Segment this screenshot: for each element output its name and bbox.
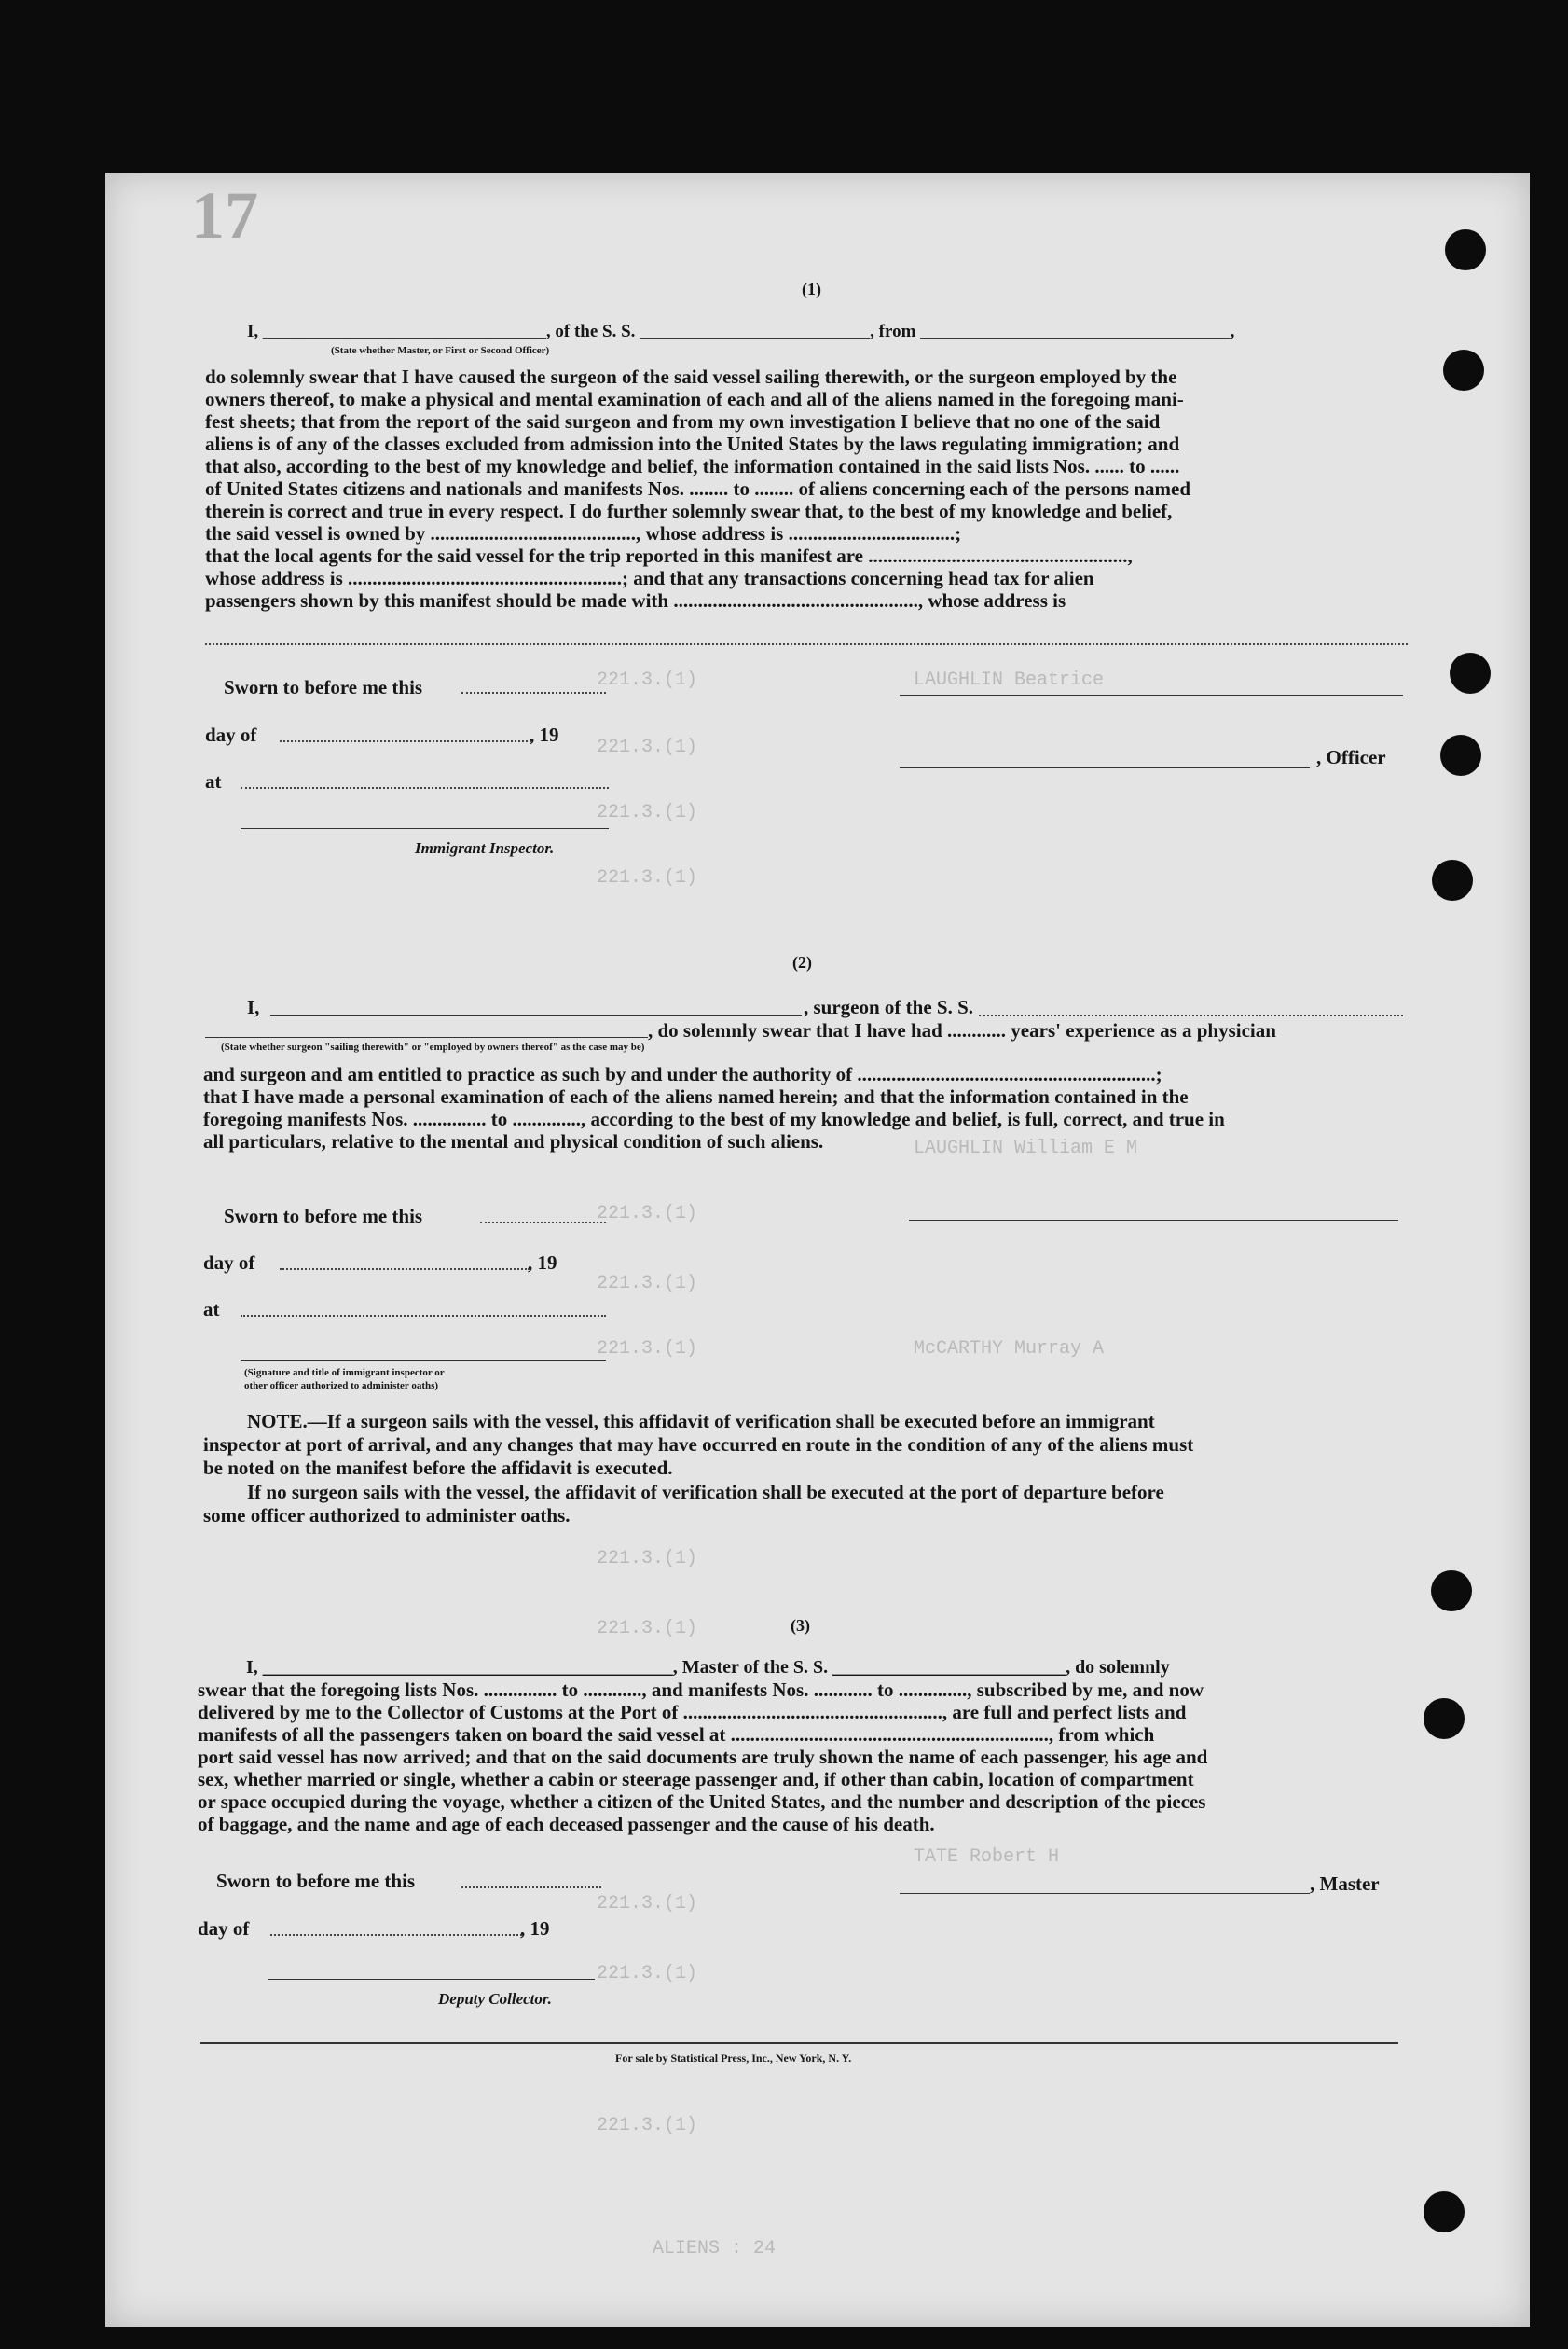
officer-signature-line	[900, 767, 1310, 768]
section-2-i: I,	[247, 996, 260, 1018]
binder-hole	[1450, 653, 1491, 694]
officer-name-line	[900, 695, 1403, 696]
bleed-through-text: 221.3.(1)	[597, 670, 698, 691]
day-of-line	[270, 1934, 522, 1936]
section-2-body	[203, 1063, 1406, 1153]
section-1-state-note: (State whether Master, or First or Second Officer)	[331, 345, 550, 356]
signature-title-note: other officer authorized to administer oaths)	[244, 1380, 439, 1391]
binder-hole	[1432, 860, 1473, 901]
surgeon-status-line	[205, 1037, 648, 1038]
body-line: whose address is ........................................................; and that any transactions concerning head tax for alien	[205, 567, 1094, 589]
signature-title-note: (Signature and title of immigrant inspector or	[244, 1367, 445, 1378]
year-label: , 19	[530, 724, 559, 746]
day-of-line	[280, 740, 531, 742]
inspector-title: Immigrant Inspector.	[415, 839, 555, 857]
bleed-through-text: 221.3.(1)	[597, 737, 698, 758]
surgeon-oath-line: , do solemnly swear that I have had ............ years' experience as a physician	[648, 1019, 1276, 1042]
bleed-through-text: 221.3.(1)	[597, 1273, 698, 1294]
footer-divider	[200, 2042, 1398, 2044]
surgeon-signature-line	[909, 1220, 1398, 1221]
printer-credit: For sale by Statistical Press, Inc., New York, N. Y.	[615, 2052, 852, 2065]
at-label: at	[205, 770, 222, 793]
officer-label: , Officer	[1316, 746, 1386, 768]
binder-hole	[1445, 229, 1486, 270]
year-label: , 19	[528, 1251, 557, 1274]
body-line: all particulars, relative to the mental and physical condition of such aliens.	[203, 1130, 824, 1153]
body-line: I, ____________________________________________, Master of the S. S. _________________________, do solemnly	[246, 1657, 1170, 1678]
bleed-through-text: ALIENS : 24	[653, 2238, 777, 2259]
note-line: If no surgeon sails with the vessel, the affidavit of verification shall be executed at the port of departure before	[247, 1481, 1164, 1503]
section-1-body	[205, 366, 1403, 612]
sworn-label: Sworn to before me this	[224, 676, 423, 698]
day-of-label: day of	[203, 1251, 255, 1274]
inspector-signature-line	[241, 828, 609, 829]
body-line: foregoing manifests Nos. ............... to .............., according to the best of my knowledge and belief, is full, correct, and true in	[203, 1108, 1225, 1130]
body-line: owners thereof, to make a physical and mental examination of each and all of the aliens named in the foregoing mani-	[205, 388, 1184, 410]
year-label: , 19	[520, 1917, 550, 1940]
binder-hole	[1424, 2191, 1465, 2232]
body-line: that also, according to the best of my knowledge and belief, the information contained in the said lists Nos. ...... to ......	[205, 455, 1180, 477]
binder-hole	[1443, 350, 1484, 391]
bleed-through-text: 221.3.(1)	[597, 1548, 698, 1569]
day-of-line	[280, 1268, 530, 1270]
sworn-date-line	[461, 692, 606, 694]
collector-title: Deputy Collector.	[438, 1990, 552, 2008]
body-line: aliens is of any of the classes excluded from admission into the United States by the laws regulating immigration; and	[205, 433, 1180, 455]
body-line: fest sheets; that from the report of the said surgeon and from my own investigation I believe that no one of the said	[205, 410, 1161, 433]
note-line: some officer authorized to administer oaths.	[203, 1504, 571, 1527]
body-line: that I have made a personal examination of each of the aliens named herein; and that the information contained in the	[203, 1085, 1189, 1108]
bleed-through-text: 221.3.(1)	[597, 1893, 698, 1914]
sworn-date-line	[480, 1222, 606, 1223]
body-line: sex, whether married or single, whether a cabin or steerage passenger and, if other than cabin, location of compartment	[198, 1768, 1194, 1790]
section-3-number: (3)	[791, 1616, 810, 1635]
body-line: do solemnly swear that I have caused the surgeon of the said vessel sailing therewith, or the surgeon employed by the	[205, 366, 1177, 388]
master-label: , Master	[1310, 1872, 1380, 1895]
bleed-through-text: 221.3.(1)	[597, 1338, 698, 1360]
bleed-through-text: 221.3.(1)	[597, 1203, 698, 1224]
sworn-label: Sworn to before me this	[216, 1870, 416, 1892]
bleed-through-text: LAUGHLIN Beatrice	[914, 670, 1105, 691]
day-of-label: day of	[198, 1917, 250, 1940]
sworn-date-line	[461, 1886, 601, 1888]
note-line: NOTE.—If a surgeon sails with the vessel, this affidavit of verification shall be executed before an immigrant	[247, 1410, 1155, 1432]
section-2-number: (2)	[792, 953, 812, 972]
bleed-through-text: 221.3.(1)	[597, 867, 698, 889]
at-line	[241, 1315, 606, 1317]
inspector-signature-line	[241, 1360, 606, 1361]
bleed-through-text: 221.3.(1)	[597, 1963, 698, 1984]
note-line: inspector at port of arrival, and any changes that may have occurred en route in the condition of any of the aliens must	[203, 1433, 1194, 1456]
bleed-through-text: 221.3.(1)	[597, 1618, 698, 1639]
bleed-through-text: TATE Robert H	[914, 1846, 1060, 1868]
surgeon-state-note: (State whether surgeon "sailing therewith" or "employed by owners thereof" as the case may be)	[221, 1042, 645, 1053]
master-signature-line	[900, 1893, 1310, 1894]
body-line: and surgeon and am entitled to practice as such by and under the authority of .............................................................;	[203, 1063, 1162, 1085]
surgeon-ship-line	[979, 1015, 1403, 1016]
body-line: passengers shown by this manifest should be made with .................................................., whose address is	[205, 589, 1066, 612]
at-line	[241, 787, 609, 789]
section-3-body	[198, 1656, 1405, 1835]
bleed-through-text: LAUGHLIN William E M	[914, 1138, 1138, 1159]
binder-hole	[1424, 1698, 1465, 1739]
surgeon-name-line	[270, 1015, 802, 1016]
body-line: swear that the foregoing lists Nos. ............... to ............, and manifests Nos. ............ to .............., subscribed by me, and now	[198, 1679, 1204, 1701]
surgeon-of-ss: , surgeon of the S. S.	[804, 996, 974, 1018]
body-line: of baggage, and the name and age of each deceased passenger and the cause of his death.	[198, 1813, 935, 1835]
body-line: or space occupied during the voyage, whether a citizen of the United States, and the number and description of the pieces	[198, 1790, 1206, 1813]
body-line: the said vessel is owned by .........................................., whose address is ..................................;	[205, 522, 962, 545]
address-line	[205, 643, 1408, 645]
body-line: of United States citizens and nationals and manifests Nos. ........ to ........ of aliens concerning each of the persons named	[205, 477, 1191, 500]
bleed-through-text: 221.3.(1)	[597, 802, 698, 823]
body-line: port said vessel has now arrived; and that on the said documents are truly shown the name of each passenger, his age and	[198, 1746, 1208, 1768]
section-1-number: (1)	[802, 280, 821, 298]
note-line: be noted on the manifest before the affidavit is executed.	[203, 1457, 673, 1479]
sworn-label: Sworn to before me this	[224, 1205, 423, 1227]
bleed-through-text: McCARTHY Murray A	[914, 1338, 1105, 1360]
collector-signature-line	[268, 1979, 595, 1980]
day-of-label: day of	[205, 724, 257, 746]
body-line: therein is correct and true in every respect. I do further solemnly swear that, to the best of my knowledge and belief,	[205, 500, 1173, 522]
bleed-through-text: 221.3.(1)	[597, 2115, 698, 2136]
body-line: delivered by me to the Collector of Customs at the Port of ....................................................., are full and perfect lists and	[198, 1701, 1187, 1723]
binder-hole	[1431, 1570, 1472, 1611]
at-label: at	[203, 1298, 220, 1320]
body-line: that the local agents for the said vessel for the trip reported in this manifest are .....................................................,	[205, 545, 1133, 567]
binder-hole	[1440, 735, 1481, 776]
section-1-oath-line: I, ________________________________, of the S. S. __________________________, from ___________________________________,	[247, 322, 1235, 341]
body-line: manifests of all the passengers taken on board the said vessel at ................................................................., from which	[198, 1723, 1155, 1746]
bleed-through-mark: 17	[191, 178, 258, 253]
